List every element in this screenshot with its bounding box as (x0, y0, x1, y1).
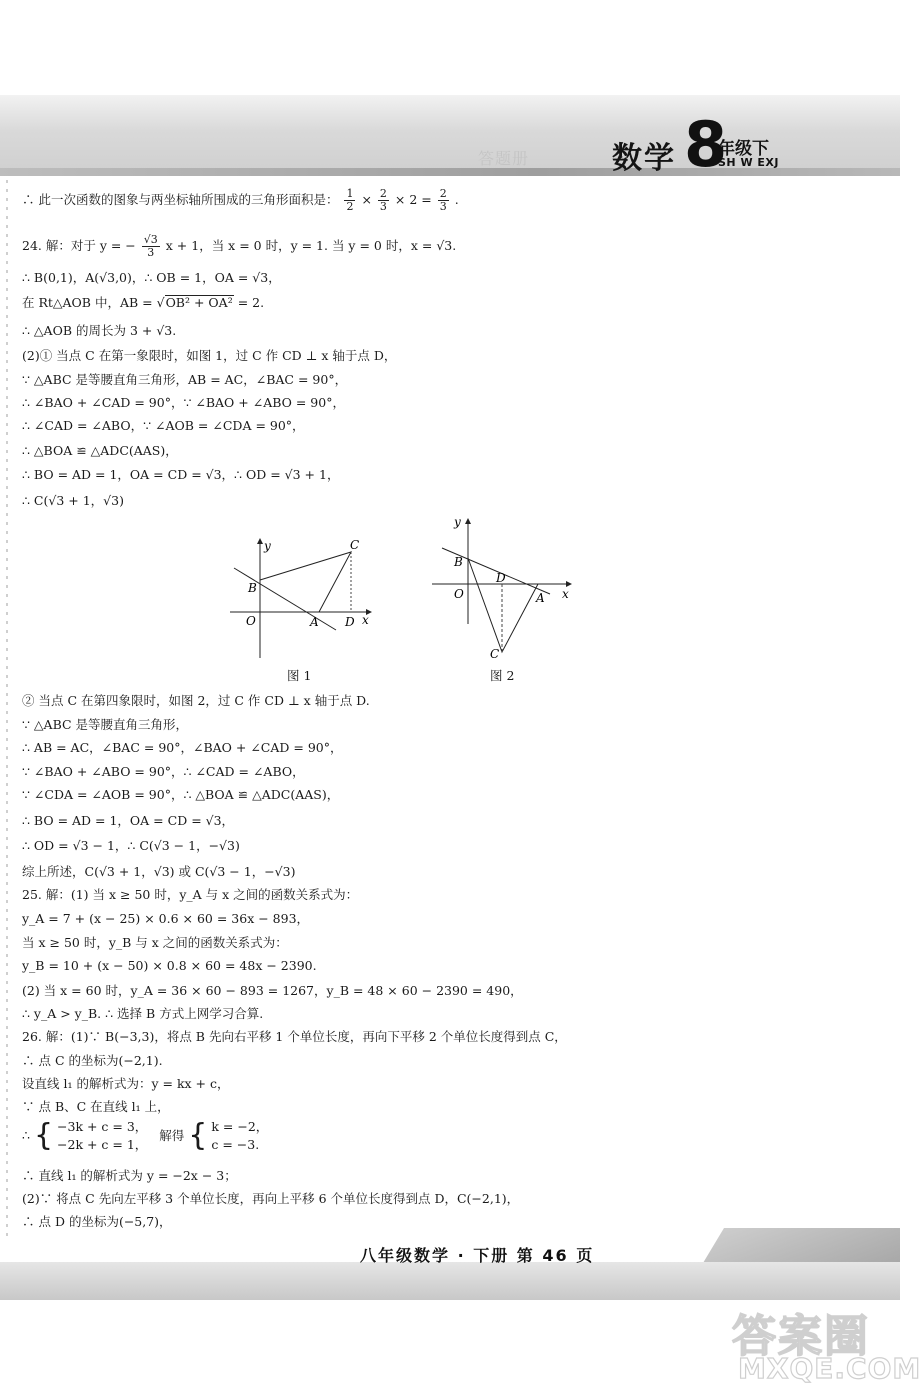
line1-math: × 2 = (394, 192, 432, 207)
text-line-28: ∴ 点 C 的坐标为(−2,1). (22, 1053, 163, 1068)
text-line-19: ∴ OD = √3 − 1，∴ C(√3 − 1，−√3) (22, 838, 240, 853)
header-band-shadow (0, 168, 900, 176)
text-line-33: (2)∵ 将点 C 先向左平移 3 个单位长度，再向上平移 6 个单位长度得到点 D，C(−2,1)， (22, 1191, 520, 1206)
text-line-10: ∴ △BOA ≌ △ADC(AAS)， (22, 443, 178, 458)
text-line-14: ∵ △ABC 是等腰直角三角形， (22, 717, 189, 732)
text-line-20: 综上所述，C(√3 + 1，√3) 或 C(√3 − 1，−√3) (22, 864, 296, 879)
text-line-5: ∴ △AOB 的周长为 3 + √3. (22, 323, 177, 338)
text-line-9: ∴ ∠CAD = ∠ABO，∵ ∠AOB = ∠CDA = 90°， (22, 418, 305, 433)
footer-page-number: 八年级数学 · 下册 第 46 页 (360, 1246, 595, 1265)
fig2-label-o: O (454, 587, 464, 601)
header-grade: 年级下 (718, 139, 769, 159)
text-line-11: ∴ BO = AD = 1，OA = CD = √3，∴ OD = √3 + 1， (22, 467, 340, 482)
text-line-27: 26. 解：(1)∵ B(−3,3)，将点 B 先向右平移 1 个单位长度，再向下平移 2 个单位长度得到点 C， (22, 1029, 567, 1044)
text-line-34: ∴ 点 D 的坐标为(−5,7)， (22, 1214, 172, 1229)
text-line-7: ∵ △ABC 是等腰直角三角形，AB = AC，∠BAC = 90°， (22, 372, 348, 387)
fig2-label-y: y (454, 515, 461, 529)
text-line-18: ∴ BO = AD = 1，OA = CD = √3， (22, 813, 235, 828)
text-line-16: ∵ ∠BAO + ∠ABO = 90°，∴ ∠CAD = ∠ABO， (22, 764, 305, 779)
text-line-25: (2) 当 x = 60 时，y_A = 36 × 60 − 893 = 1267，y_B = 48 × 60 − 2390 = 490， (22, 983, 523, 998)
figure-2 (428, 512, 576, 662)
equation-system-line: ∴ { −3k + c = 3， −2k + c = 1， 解得 { k = −2， c = −3. (22, 1118, 269, 1153)
fig1-label-d: D (345, 615, 355, 629)
text-line-17: ∵ ∠CDA = ∠AOB = 90°，∴ △BOA ≌ △ADC(AAS)， (22, 787, 340, 802)
watermark-url: MXQE.COM (738, 1352, 921, 1385)
fig1-label-o: O (246, 614, 256, 628)
header-edition: SH W EXJ (718, 156, 780, 169)
text-line-15: ∴ AB = AC，∠BAC = 90°，∠BAO + ∠CAD = 90°， (22, 740, 343, 755)
text-line-6: (2)① 当点 C 在第一象限时，如图 1，过 C 作 CD ⊥ x 轴于点 D， (22, 348, 397, 363)
text-line-4: 在 Rt△AOB 中，AB = √OB² + OA² = 2. (22, 295, 265, 310)
text-line-30: ∵ 点 B、C 在直线 l₁ 上， (22, 1099, 170, 1114)
text-line-22: y_A = 7 + (x − 25) × 0.6 × 60 = 36x − 893， (22, 911, 310, 926)
fig2-y-arrow (465, 518, 471, 524)
text-line-26: ∴ y_A > y_B. ∴ 选择 B 方式上网学习合算. (22, 1006, 264, 1021)
header-grade-number: 8 (684, 108, 728, 181)
fig2-label-c: C (490, 647, 500, 661)
q24-head: 24. 解：对于 y = − (22, 238, 136, 253)
fraction-two-thirds: $\frac{2}{3}$ (379, 187, 387, 213)
figure-1-caption: 图 1 (287, 668, 312, 683)
text-line-3: ∴ B(0,1)，A(√3,0)，∴ OB = 1，OA = √3， (22, 270, 281, 285)
fig1-label-b: B (248, 581, 257, 595)
line1-text: ∴ 此一次函数的图象与两坐标轴所围成的三角形面积是： (22, 192, 339, 207)
system-solution: k = −2， c = −3. (211, 1119, 269, 1152)
q24-tail: x + 1，当 x = 0 时，y = 1. 当 y = 0 时，x = (165, 238, 437, 253)
fig1-y-arrow (257, 538, 263, 544)
header-subtitle: 答题册 (478, 149, 530, 168)
system-equations: −3k + c = 3， −2k + c = 1， (57, 1119, 148, 1152)
fraction-sqrt3-over-3: $\frac{√3}{3}$ (143, 233, 158, 259)
text-line-8: ∴ ∠BAO + ∠CAD = 90°，∵ ∠BAO + ∠ABO = 90°， (22, 395, 345, 410)
fig2-label-b: B (454, 555, 463, 569)
text-line-29: 设直线 l₁ 的解析式为：y = kx + c， (22, 1076, 230, 1091)
fig1-label-a: A (310, 615, 319, 629)
footer-band (0, 1262, 900, 1300)
left-brace-2: { (188, 1118, 208, 1153)
q24-line: 24. 解：对于 y = − $\frac{√3}{3}$ x + 1，当 x = 0 时，y = 1. 当 y = 0 时，x = √3. (22, 233, 457, 259)
left-brace-1: { (33, 1118, 54, 1153)
watermark-logo: 答案圈 (732, 1311, 870, 1362)
text-line-21: 25. 解：(1) 当 x ≥ 50 时，y_A 与 x 之间的函数关系式为： (22, 887, 359, 902)
text-line-13: ② 当点 C 在第四象限时，如图 2，过 C 作 CD ⊥ x 轴于点 D. (22, 693, 370, 708)
fraction-result: $\frac{2}{3}$ (439, 187, 447, 213)
figure-2-caption: 图 2 (490, 668, 515, 683)
sqrt-expression: OB² + OA² (165, 295, 233, 310)
text-line-32: ∴ 直线 l₁ 的解析式为 y = −2x − 3； (22, 1168, 237, 1183)
fig1-triangle (260, 552, 351, 612)
fig1-label-x: x (362, 613, 369, 627)
binding-margin-dots (6, 180, 8, 1240)
fraction-half: $\frac{1}{2}$ (346, 187, 354, 213)
text-line-23: 当 x ≥ 50 时，y_B 与 x 之间的函数关系式为： (22, 935, 288, 950)
fig1-label-y: y (264, 539, 271, 553)
text-line-1: ∴ 此一次函数的图象与两坐标轴所围成的三角形面积是： $\frac{1}{2}$ × $\frac{2}{3}$ × 2 = $\frac{2}{3}$ . (22, 187, 459, 213)
text-line-24: y_B = 10 + (x − 50) × 0.8 × 60 = 48x − 2390. (22, 958, 317, 973)
fig2-label-x: x (562, 587, 569, 601)
fig2-label-a: A (536, 591, 545, 605)
figure-1 (226, 530, 376, 665)
fig2-label-d: D (496, 571, 506, 585)
header-subject: 数学 (612, 141, 676, 176)
fig1-label-c: C (350, 538, 360, 552)
text-line-12: ∴ C(√3 + 1，√3) (22, 493, 124, 508)
